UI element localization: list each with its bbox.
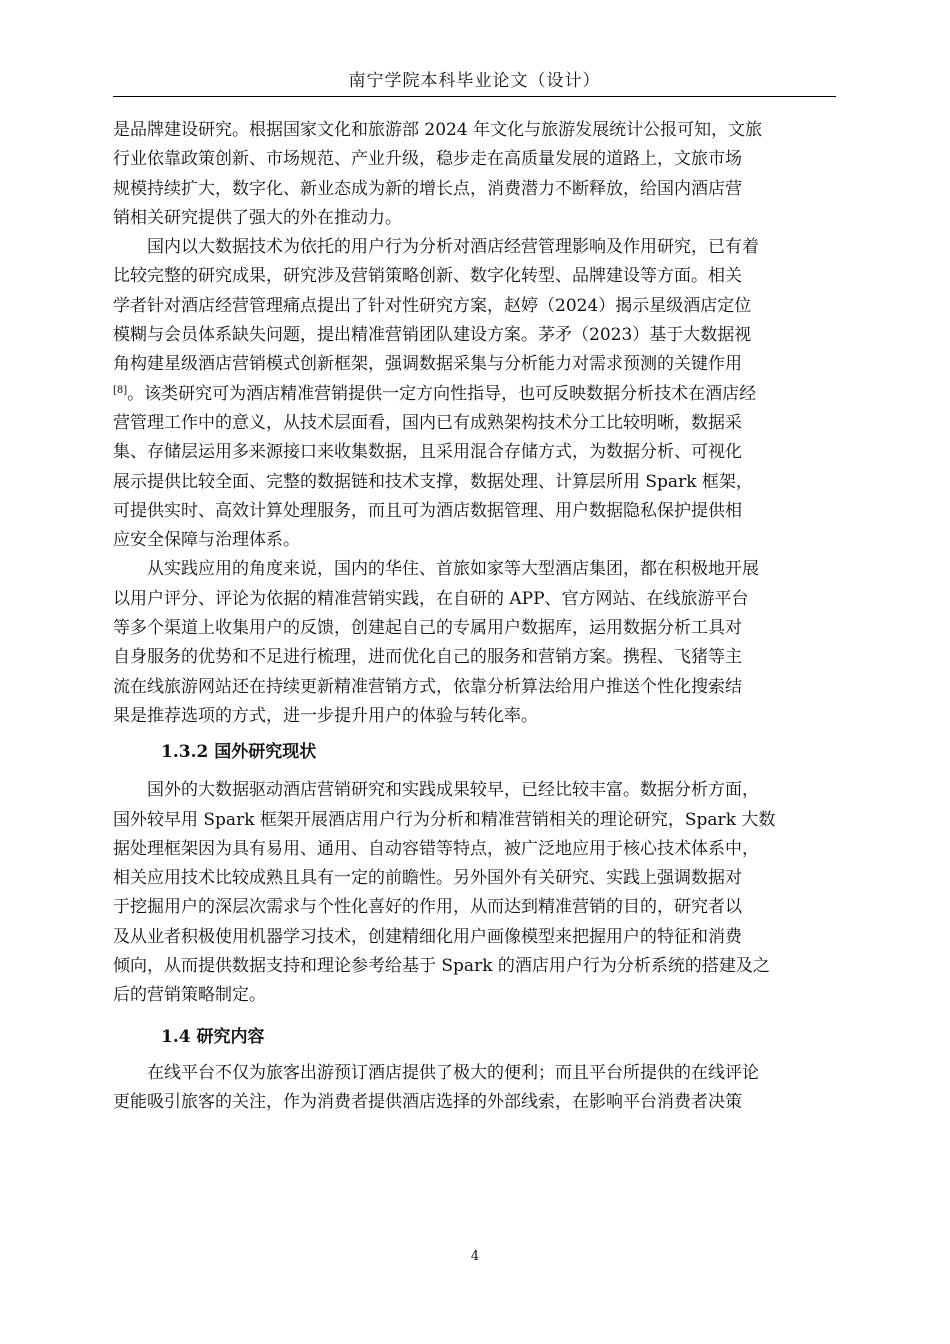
text-line: 可提供实时、高效计算处理服务，而且可为酒店数据管理、用户数据隐私保护提供相	[113, 500, 742, 521]
text-line-with-citation	[113, 380, 836, 409]
text-line: 于挖掘用户的深层次需求与个性化喜好的作用，从而达到精准营销的目的，研究者以	[113, 897, 742, 918]
page-number: 4	[470, 1249, 480, 1264]
text-line: 规模持续扩大，数字化、新业态成为新的增长点，消费潜力不断释放，给国内酒店营	[113, 178, 742, 199]
text-line: 角构建星级酒店营销模式创新框架，强调数据采集与分析能力对需求预测的关键作用	[113, 354, 742, 375]
body-text	[113, 116, 836, 1117]
text-line: 学者针对酒店经营管理痛点提出了针对性研究方案，赵婷（2024）揭示星级酒店定位	[113, 295, 752, 316]
text-line: 集、存储层运用多来源接口来收集数据，且采用混合存储方式，为数据分析、可视化	[113, 442, 742, 463]
text-line: 等多个渠道上收集用户的反馈，创建起自己的专属用户数据库，运用数据分析工具对	[113, 618, 742, 639]
text-line: 应安全保障与治理体系。	[113, 530, 300, 551]
paragraph-practice	[113, 555, 836, 731]
section-heading-1-3-2: 1.3.2 国外研究现状	[161, 742, 317, 763]
text-line: 及从业者积极使用机器学习技术，创建精细化用户画像模型来把握用户的特征和消费	[113, 926, 742, 947]
text-line: 比较完整的研究成果，研究涉及营销策略创新、数字化转型、品牌建设等方面。相关	[113, 266, 742, 287]
text-line: 在线平台不仅为旅客出游预订酒店提供了极大的便利；而且平台所提供的在线评论	[113, 1062, 759, 1083]
text-line: 展示提供比较全面、完整的数据链和技术支撑，数据处理、计算层所用 Spark 框架，	[113, 471, 753, 492]
text-line: 更能吸引旅客的关注，作为消费者提供酒店选择的外部线索，在影响平台消费者决策	[113, 1091, 742, 1112]
text-line: 国内以大数据技术为依托的用户行为分析对酒店经营管理影响及作用研究，已有着	[113, 237, 759, 258]
section-heading-1-4: 1.4 研究内容	[161, 1026, 265, 1047]
paragraph-brand-research	[113, 116, 836, 233]
text-line: 以用户评分、评论为依据的精准营销实践，在自研的 APP、官方网站、在线旅游平台	[113, 588, 749, 609]
paragraph-domestic-research	[113, 233, 836, 555]
text-line: 国外较早用 Spark 框架开展酒店用户行为分析和精准营销相关的理论研究，Spark 大数	[113, 809, 776, 830]
citation-mark[interactable]: [8]	[113, 384, 128, 396]
text-line: 模糊与会员体系缺失问题，提出精准营销团队建设方案。茅矛（2023）基于大数据视	[113, 325, 752, 346]
text-line: 行业依靠政策创新、市场规范、产业升级，稳步走在高质量发展的道路上，文旅市场	[113, 149, 742, 170]
text-line: 流在线旅游网站还在持续更新精准营销方式，依靠分析算法给用户推送个性化搜索结	[113, 676, 742, 697]
text-line: 国外的大数据驱动酒店营销研究和实践成果较早，已经比较丰富。数据分析方面，	[113, 780, 759, 801]
text-line: 营管理工作中的意义，从技术层面看，国内已有成熟架构技术分工比较明晰，数据采	[113, 412, 742, 433]
paragraph-foreign-research	[113, 776, 836, 1010]
page-header: 南宁学院本科毕业论文（设计）	[113, 70, 836, 97]
paragraph-research-content	[113, 1059, 836, 1118]
text-line: 后的营销策略制定。	[113, 985, 266, 1006]
text-line: 据处理框架因为具有易用、通用、自动容错等特点，被广泛地应用于核心技术体系中，	[113, 838, 759, 859]
text-line: 自身服务的优势和不足进行梳理，进而优化自己的服务和营销方案。携程、飞猪等主	[113, 647, 742, 668]
text-line: 是品牌建设研究。根据国家文化和旅游部 2024 年文化与旅游发展统计公报可知，文旅	[113, 120, 763, 140]
text-line: 果是推荐选项的方式，进一步提升用户的体验与转化率。	[113, 705, 538, 726]
text-line: 销相关研究提供了强大的外在推动力。	[113, 207, 402, 228]
text-line: 倾向，从而提供数据支持和理论参考给基于 Spark 的酒店用户行为分析系统的搭建及之	[113, 956, 770, 977]
text-line-rest: 。该类研究可为酒店精准营销提供一定方向性指导，也可反映数据分析技术在酒店经	[127, 383, 757, 404]
text-line: 从实践应用的角度来说，国内的华住、首旅如家等大型酒店集团，都在积极地开展	[113, 559, 759, 580]
text-line: 相关应用技术比较成熟且具有一定的前瞻性。另外国外有关研究、实践上强调数据对	[113, 868, 742, 889]
